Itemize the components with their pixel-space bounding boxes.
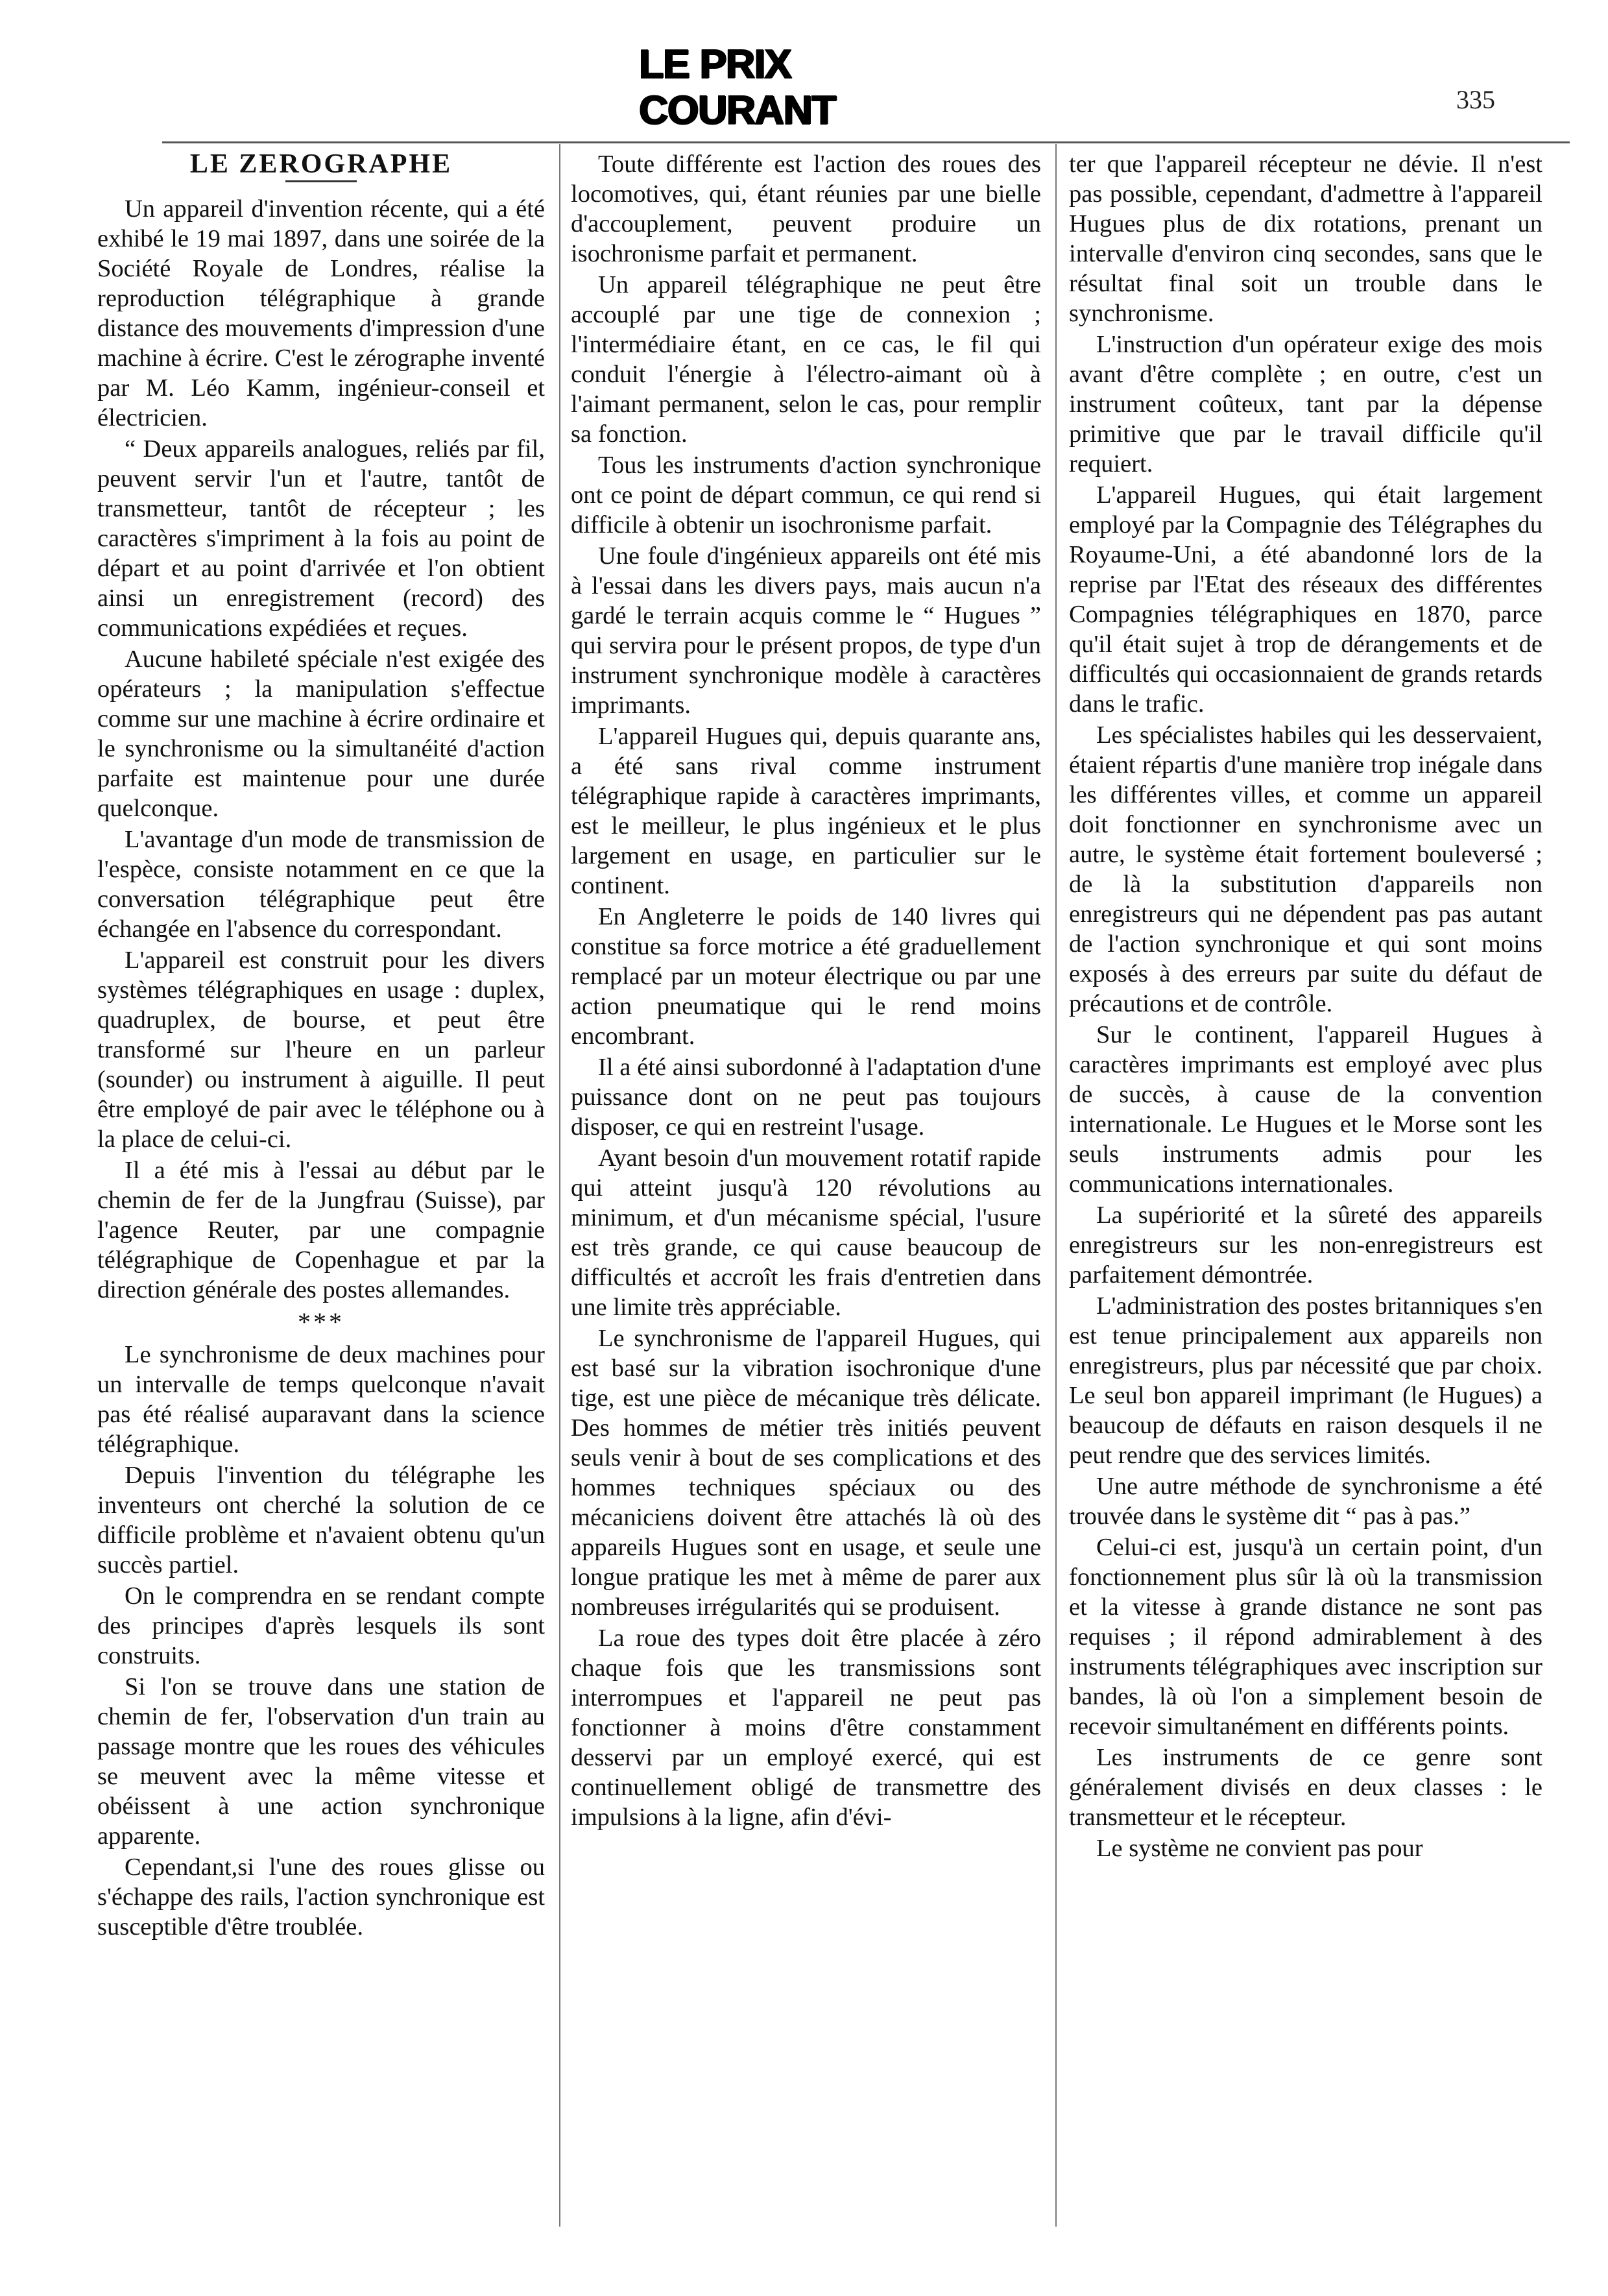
header-rule [162,141,1570,143]
paragraph: En Angleterre le poids de 140 livres qui constitue sa force motrice a été graduellement remplacé par un moteur électrique ou par une action pneumatique qui le rend moins encombrant. [571,903,1041,1050]
paragraph: Une autre méthode de synchronisme a été trouvée dans le système dit “ pas à pas.” [1069,1473,1542,1530]
column-divider [559,144,560,2227]
paragraph: Ayant besoin d'un mouvement rotatif rapide qui atteint jusqu'à 120 révolutions au minimum, et d'un mécanisme spécial, l'usure est très grande, ce qui cause beaucoup de difficultés et accroît les frais d'entretien dans une limite très appréciable. [571,1144,1041,1321]
paragraph-continued: ter que l'appareil récepteur ne dévie. Il n'est pas possible, cependant, d'admettre à l'appareil Hugues plus de dix rotations, prenant un intervalle d'environ cinq secondes, sans que le résultat final soit un trouble dans le synchronisme. [1069,151,1542,327]
page-number: 335 [1456,85,1495,114]
paragraph: Le système ne convient pas pour [1096,1835,1423,1862]
paragraph: L'appareil est construit pour les divers systèmes télégraphiques en usage : duplex, quadruplex, de bourse, et peut être transformé sur l'heure en un parleur (sounder) ou instrument à aiguille. Il peut être employé de pair avec le téléphone ou à la place de celui-ci. [97,947,545,1153]
paragraph: Depuis l'invention du télégraphe les inventeurs ont cherché la solution de ce difficile problème et n'avaient obtenu qu'un succès partiel. [97,1462,545,1578]
section-separator: *** [298,1307,344,1336]
paragraph: Un appareil d'invention récente, qui a été exhibé le 19 mai 1897, dans une soirée de la Société Royale de Londres, réalise la reproduction télégraphique à grande distance des mouvements d'impression d'une machine à écrire. C'est le zérographe inventé par M. Léo Kamm, ingénieur-conseil et électricien. [97,195,545,431]
column-2 [571,149,1041,2225]
article-headline: LE ZEROGRAPHE [189,149,453,179]
paragraph: “ Deux appareils analogues, reliés par fil, peuvent servir l'un et l'autre, tantôt de transmetteur, tantôt de récepteur ; les caractères s'impriment à la fois au point de départ et au point d'arrivée et l'on obtient ainsi un enregistrement (record) des communications expédiées et reçues. [97,435,545,642]
headline-rule [285,180,357,182]
masthead-title: LE PRIX COURANT [639,42,835,133]
column-divider [1055,144,1057,2227]
paragraph: L'avantage d'un mode de transmission de l'espèce, consiste notamment en ce que la conversation télégraphique peut être échangée en l'absence du correspondant. [97,826,545,943]
paragraph: La supériorité et la sûreté des appareils enregistreurs sur les non-enregistreurs est parfaitement démontrée. [1069,1202,1542,1288]
paragraph: Celui-ci est, jusqu'à un certain point, d'un fonctionnement plus sûr là où la transmission et la vitesse à grande distance ne sont pas requises ; il répond admirablement à des instruments télégraphiques avec inscription sur bandes, là où l'on a simplement besoin de recevoir simultanément en différents points. [1069,1534,1542,1740]
paragraph: Un appareil télégraphique ne peut être accouplé par une tige de connexion ; l'intermédiaire étant, en ce cas, le fil qui conduit l'énergie à l'électro-aimant où à l'aimant permanent, selon le cas, pour remplir sa fonction. [571,271,1041,448]
masthead [0,42,1608,133]
column-1 [97,149,545,2225]
paragraph: Le synchronisme de deux machines pour un intervalle de temps quelconque n'avait pas été réalisé auparavant dans la science télégraphique. [97,1341,545,1458]
paragraph: Toute différente est l'action des roues des locomotives, qui, étant réunies par une bielle d'accouplement, peuvent produire un isochronisme parfait et permanent. [571,151,1041,267]
paragraph: Les instruments de ce genre sont généralement divisés en deux classes : le transmetteur et le récepteur. [1069,1744,1542,1831]
paragraph: Si l'on se trouve dans une station de chemin de fer, l'observation d'un train au passage montre que les roues des véhicules se meuvent avec la même vitesse et obéissent à une action synchronique apparente. [97,1673,545,1850]
paragraph: On le comprendra en se rendant compte des principes d'après lesquels ils sont construits. [97,1582,545,1669]
paragraph: Il a été ainsi subordonné à l'adaptation d'une puissance dont on ne peut pas toujours disposer, ce qui en restreint l'usage. [571,1054,1041,1141]
paragraph: Les spécialistes habiles qui les desservaient, étaient répartis d'une manière trop inégale dans les différentes villes, et comme un appareil doit fonctionner en synchronisme avec un autre, le système était fortement bouleversé ; de là la substitution d'appareils non enregistreurs qui ne dépendent pas pas autant de l'action synchronique et qui sont moins exposés à des erreurs par suite du défaut de précautions et de contrôle. [1069,721,1542,1017]
paragraph: Cependant,si l'une des roues glisse ou s'échappe des rails, l'action synchronique est susceptible d'être troublée. [97,1854,545,1940]
paragraph: Le synchronisme de l'appareil Hugues, qui est basé sur la vibration isochronique d'une tige, est une pièce de mécanique très délicate. Des hommes de métier très initiés peuvent seuls venir à bout de ses complications et des hommes techniques spéciaux ou des mécaniciens doivent être attachés là où des appareils Hugues sont en usage, et seule une longue pratique les met à même de parer aux nombreuses irrégularités qui se produisent. [571,1325,1041,1621]
paragraph: Tous les instruments d'action synchronique ont ce point de départ commun, ce qui rend si difficile à obtenir un isochronisme parfait. [571,452,1041,538]
paragraph: Sur le continent, l'appareil Hugues à caractères imprimants est employé avec plus de succès, à cause de la convention internationale. Le Hugues et le Morse sont les seuls instruments admis pour les communications internationales. [1069,1021,1542,1198]
paragraph: Une foule d'ingénieux appareils ont été mis à l'essai dans les divers pays, mais aucun n'a gardé le terrain acquis comme le “ Hugues ” qui servira pour le présent propos, de type d'un instrument synchronique modèle à caractères imprimants. [571,542,1041,719]
paragraph: Il a été mis à l'essai au début par le chemin de fer de la Jungfrau (Suisse), par l'agence Reuter, par une compagnie télégraphique de Copenhague et par la direction générale des postes allemandes. [97,1157,545,1303]
paragraph: La roue des types doit être placée à zéro chaque fois que les transmissions sont interrompues et l'appareil ne peut pas fonctionner à moins d'être constamment desservi par un employé exercé, qui est continuellement obligé de transmettre des impulsions à la ligne, afin d'évi- [571,1625,1041,1831]
paragraph: L'appareil Hugues, qui était largement employé par la Compagnie des Télégraphes du Royaume-Uni, a été abandonné lors de la reprise par l'Etat des réseaux des différentes Compagnies télégraphiques en 1870, parce qu'il était sujet à trop de dérangements et de difficultés qui occasionnaient de grands retards dans le trafic. [1069,481,1542,718]
paragraph: L'appareil Hugues qui, depuis quarante ans, a été sans rival comme instrument télégraphique rapide à caractères imprimants, est le meilleur, le plus ingénieux et le plus largement en usage, en particulier sur le continent. [571,723,1041,899]
paragraph: L'administration des postes britanniques s'en est tenue principalement aux appareils non enregistreurs, plus par nécessité que par choix. Le seul bon appareil imprimant (le Hugues) a beaucoup de défauts en raison desquels il ne peut rendre que des services limités. [1069,1292,1542,1469]
column-3 [1069,149,1542,2225]
paragraph: L'instruction d'un opérateur exige des mois avant d'être complète ; en outre, c'est un instrument coûteux, tant par la dépense primitive que par le travail difficile qu'il requiert. [1069,331,1542,477]
paragraph: Aucune habileté spéciale n'est exigée des opérateurs ; la manipulation s'effectue comme sur une machine à écrire ordinaire et le synchronisme ou la simultanéité d'action parfaite est maintenue pour une durée quelconque. [97,646,545,822]
